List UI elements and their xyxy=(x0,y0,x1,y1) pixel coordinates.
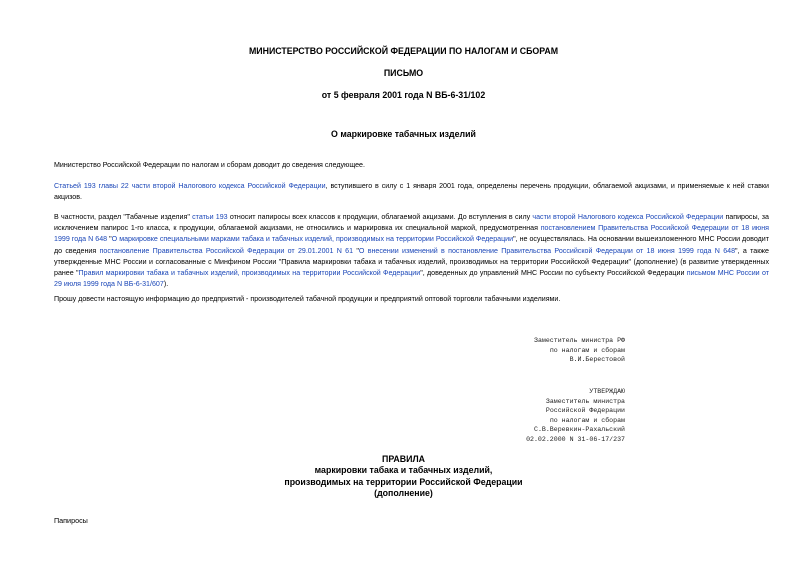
rules-subtitle: (дополнение) xyxy=(374,488,433,499)
paragraph-article-193 xyxy=(54,181,769,203)
document-subject: О маркировке табачных изделий xyxy=(331,129,476,139)
paragraph-text: В частности, раздел "Табачные изделия" xyxy=(54,213,193,221)
ministry-title: МИНИСТЕРСТВО РОССИЙСКОЙ ФЕДЕРАЦИИ ПО НАЛОГАМ И СБОРАМ xyxy=(248,46,559,56)
approval-line: Заместитель министра xyxy=(545,397,625,405)
signature-line: Заместитель министра РФ xyxy=(533,337,625,344)
paragraph-text: ). xyxy=(163,280,169,289)
paragraph-text: папиросы, за исключением папирос 1-го класса, к продукции, облагаемой акцизами, не относились и маркировка их специальной маркой, предусмотренная xyxy=(54,213,769,233)
paragraph-text: ", доведенных до управлений МНС России по субъекту Российской Федерации xyxy=(420,269,687,278)
signature-name: В.И.Берестовой xyxy=(569,356,625,364)
rules-heading xyxy=(0,454,807,500)
link-letter-607[interactable]: письмом МНС России от 29 июля 1999 года N ВБ-6-31/607 xyxy=(54,269,769,289)
link-article-193[interactable]: статьи 193 xyxy=(192,213,228,221)
link-resolution-648-title[interactable]: О маркировке специальными марками табака и табачных изделий, производимых на территории Российской Федерации xyxy=(111,235,514,244)
rules-subtitle: производимых на территории Российской Федерации xyxy=(284,476,523,487)
link-article-193-chapter-22[interactable]: Статьей 193 главы 22 части второй Налогового кодекса Российской Федерации xyxy=(54,182,326,190)
link-resolution-648[interactable]: постановлением Правительства Российской Федерации от 18 июня 1999 года N 648 xyxy=(54,224,769,244)
approval-line: по налогам и сборам xyxy=(549,416,625,424)
rules-subtitle: маркировки табака и табачных изделий, xyxy=(314,465,493,476)
document-date-number: от 5 февраля 2001 года N ВБ-6-31/102 xyxy=(321,90,486,100)
link-resolution-61[interactable]: постановление Правительства Российской Федерации от 29.01.2001 N 61 xyxy=(99,246,354,255)
paragraph-details xyxy=(54,212,769,290)
link-marking-rules[interactable]: Правил маркировки табака и табачных изделий, производимых на территории Российской Федерации xyxy=(78,269,421,278)
link-resolution-61-title[interactable]: О внесении изменений в постановление Правительства Российской Федерации от 18 июня 1999 года N 648 xyxy=(358,246,736,255)
paragraph-intro: Министерство Российской Федерации по налогам и сборам доводит до сведения следующее. xyxy=(54,161,365,169)
paragraph-text: относит папиросы всех классов к продукции, облагаемой акцизами. До вступления в силу xyxy=(227,213,533,221)
paragraph-text: , вступившего в силу с 1 января 2001 года, определены перечень продукции, облагаемой акцизами, и применяемые к ней ставки акцизов. xyxy=(54,182,769,202)
section-heading: Папиросы xyxy=(54,516,88,525)
approval-heading: УТВЕРЖДАЮ xyxy=(589,388,625,395)
signature-line: по налогам и сборам xyxy=(549,346,625,354)
link-tax-code-part-two[interactable]: части второй Налогового кодекса Российской Федерации xyxy=(532,213,724,221)
approval-block xyxy=(526,387,625,445)
paragraph-text: " xyxy=(353,246,359,255)
document-type: ПИСЬМО xyxy=(383,68,424,78)
paragraph-text: ", а также утвержденные МНС России и согласованные с Минфином России "Правила маркировки табака и табачных изделий, производимых на территории Российской Федерации" (дополнение) (в развитие утвержденных ранее " xyxy=(54,246,769,278)
approval-date-number: 02.02.2000 N 31-06-17/237 xyxy=(526,435,625,443)
rules-title: ПРАВИЛА xyxy=(382,454,425,464)
approval-name: С.В.Веревкин-Рахальский xyxy=(533,426,625,434)
paragraph-text: ", не осуществлялась. На основании вышеизложенного МНС России доводит до сведения xyxy=(54,235,769,255)
paragraph-text: " xyxy=(107,235,112,244)
paragraph-request: Прошу довести настоящую информацию до предприятий - производителей табачной продукции и предприятий оптовой торговли табачными изделиями. xyxy=(54,295,561,303)
signature-block xyxy=(534,336,625,365)
approval-line: Российской Федерации xyxy=(545,407,625,415)
